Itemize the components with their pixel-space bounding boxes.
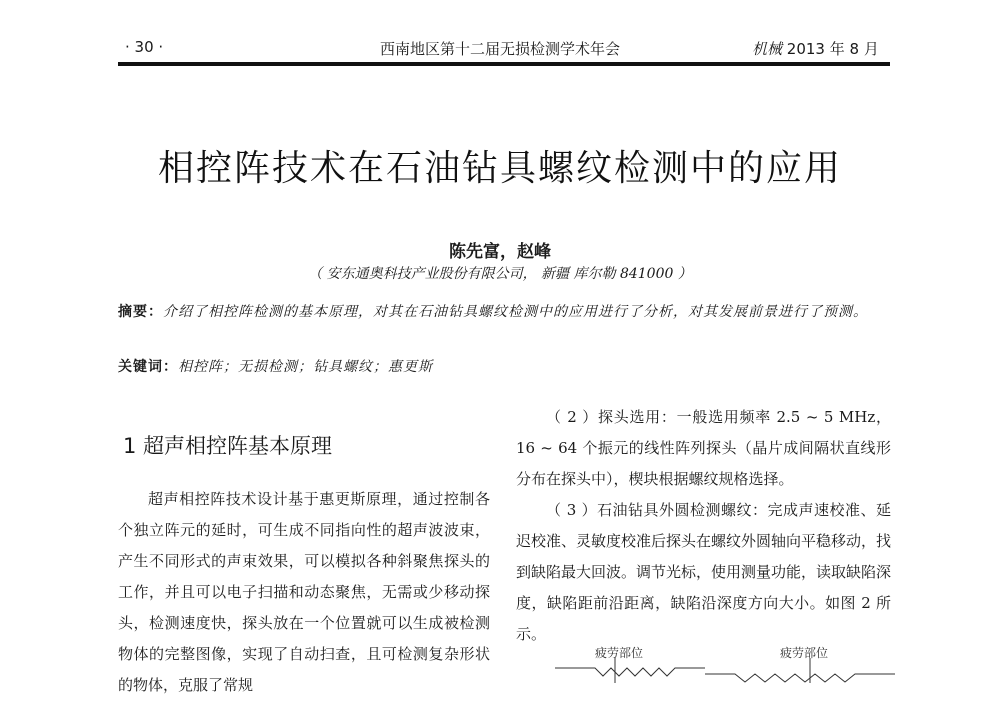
keywords-text: 相控阵；无损检测；钻具螺纹；惠更斯 [178,359,433,375]
header-rule [118,62,890,66]
thread-paragraph: （ 3 ）石油钻具外圆检测螺纹：完成声速校准、延迟校准、灵敏度校准后探头在螺纹外圆轴向平稳移动，找到缺陷最大回波。调节光标，使用测量功能，读取缺陷深度，缺陷距前沿距离，缺陷沿深度方向大小。如图 2 所示。 [516,501,892,643]
abstract-text: 介绍了相控阵检测的基本原理，对其在石油钻具螺纹检测中的应用进行了分析，对其发展前景进行了预测。 [163,304,868,320]
journal-info [752,38,879,59]
journal-date: 2013 年 8 月 [786,40,879,58]
body-paragraph: 超声相控阵技术设计基于惠更斯原理，通过控制各个独立阵元的延时，可生成不同指向性的超声波波束，产生不同形式的声束效果，可以模拟各种斜聚焦探头的工作，并且可以电子扫描和动态聚焦，无需或少移动探头，检测速度快，探头放在一个位置就可以生成被检测物体的完整图像，实现了自动扫查，且可检测复杂形状的物体，克服了常规 [118,490,490,694]
section-heading: 1 超声相控阵基本原理 [123,434,333,458]
thread-profile-left [555,668,705,676]
keywords-label: 关键词： [118,359,178,375]
figure-label-right: 疲劳部位 [780,646,829,660]
abstract [118,300,890,325]
keywords [118,356,890,376]
conference-name: 西南地区第十二届无损检测学术年会 [380,40,621,58]
article-title: 相控阵技术在石油钻具螺纹检测中的应用 [157,148,842,189]
journal-name: 机械 [752,40,783,58]
figure-label-left: 疲劳部位 [595,646,644,660]
figure-2 [555,644,895,683]
page-number: · 30 · [125,38,164,56]
abstract-label: 摘要： [118,304,163,320]
right-column [516,402,891,650]
probe-paragraph: （ 2 ）探头选用：一般选用频率 2.5 ~ 5 MHz，16 ~ 64 个振元的线性阵列探头（晶片成间隔状直线形分布在探头中），楔块根据螺纹规格选择。 [516,408,891,488]
left-column [118,484,490,701]
article-affiliation: （ 安东通奥科技产业股份有限公司， 新疆 库尔勒 841000 ） [308,266,692,282]
article-authors: 陈先富，赵峰 [449,242,551,262]
thread-profile-right [705,674,895,682]
